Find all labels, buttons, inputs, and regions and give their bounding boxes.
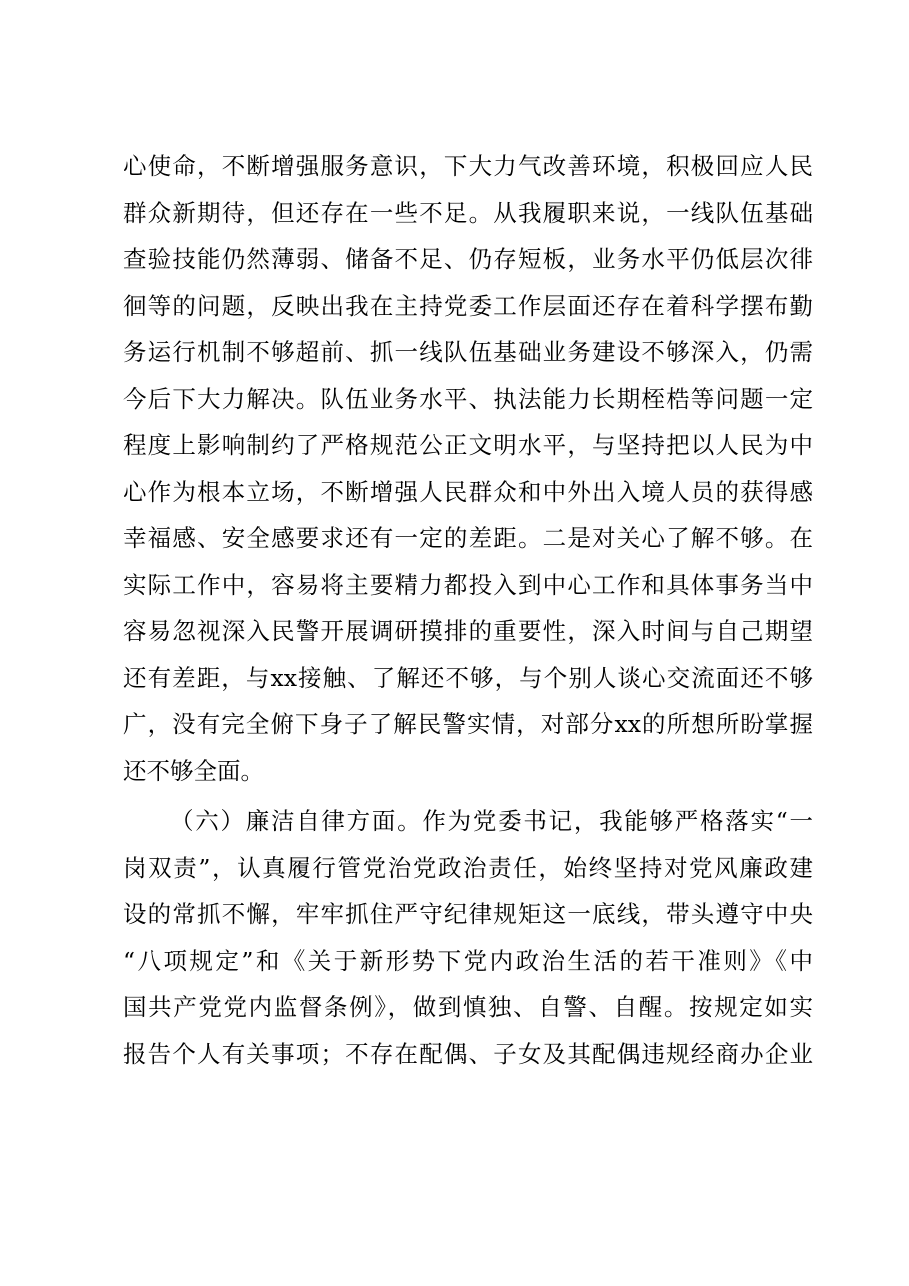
text-line: 务运行机制不够超前、抓一线队伍基础业务建设不够深入，仍需 [123,338,813,366]
text-line: 设的常抓不懈，牢牢抓住严守纪律规矩这一底线，带头遵守中央 [123,900,813,928]
text-line: 国共产党党内监督条例》，做到慎独、自警、自醒。按规定如实 [123,993,813,1021]
text-line: 查验技能仍然薄弱、储备不足、仍存短板，业务水平仍低层次徘 [123,245,813,273]
text-line: 广，没有完全俯下身子了解民警实情，对部分xx的所想所盼掌握 [123,710,813,738]
text-line: 心作为根本立场，不断增强人民群众和中外出入境人员的获得感 [123,477,813,506]
text-line: 群众新期待，但还存在一些不足。从我履职来说，一线队伍基础 [123,198,813,227]
text-line: “八项规定”和《关于新形势下党内政治生活的若干准则》《中 [123,946,813,975]
text-line: 实际工作中，容易将主要精力都投入到中心工作和具体事务当中 [123,570,813,599]
section-heading-line: （六）廉洁自律方面。作为党委书记，我能够严格落实“一 [170,807,813,835]
text-line: 今后下大力解决。队伍业务水平、执法能力长期桎梏等问题一定 [123,384,813,413]
text-line: 幸福感、安全感要求还有一定的差距。二是对关心了解不够。在 [123,524,813,552]
text-line: 心使命，不断增强服务意识，下大力气改善环境，积极回应人民 [123,152,813,180]
text-line: 岗双责”，认真履行管党治党政治责任，始终坚持对党风廉政建 [123,853,813,882]
text-line: 容易忽视深入民警开展调研摸排的重要性，深入时间与自己期望 [123,617,813,645]
text-line: 徊等的问题，反映出我在主持党委工作层面还存在着科学摆布勤 [123,291,813,320]
text-line: 报告个人有关事项；不存在配偶、子女及其配偶违规经商办企业 [123,1039,813,1068]
document-body [123,143,813,1077]
text-line: 程度上影响制约了严格规范公正文明水平，与坚持把以人民为中 [123,431,813,459]
text-line: 还不够全面。 [123,756,264,785]
text-line: 还有差距，与xx接触、了解还不够，与个别人谈心交流面还不够 [123,663,813,692]
